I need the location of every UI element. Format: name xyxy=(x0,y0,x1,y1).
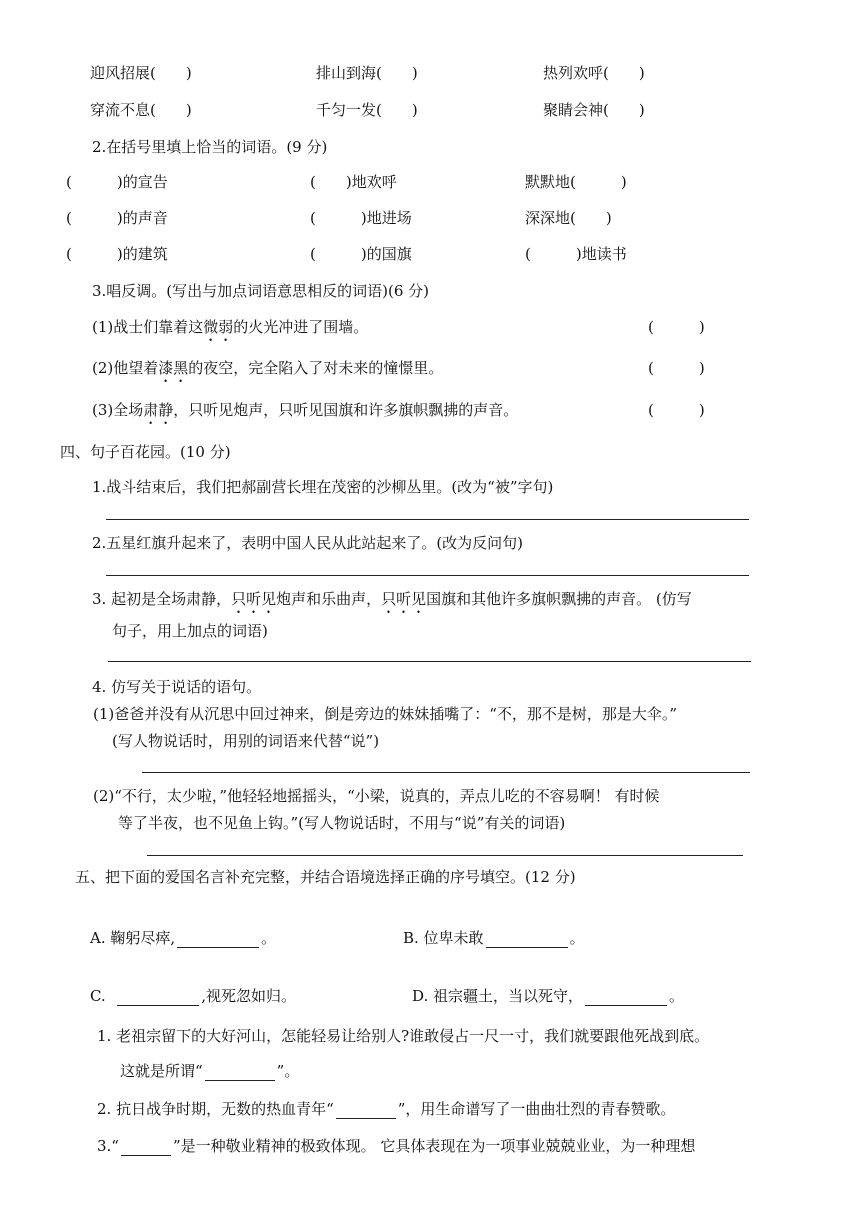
s5-question-1-cont xyxy=(120,1061,299,1081)
q3-text: ，只听见炮声，只听见国旗和许多旗帜飘拂的声音。 xyxy=(173,401,519,419)
quote-text: 。 xyxy=(569,929,585,947)
idiom-item: 热列欢呼( ) xyxy=(543,64,645,82)
quote-text: D. 祖宗疆土，当以死守， xyxy=(412,987,584,1005)
q2-item: ( )的声音 xyxy=(66,209,168,227)
s4-q4-2-cont: 等了半夜，也不见鱼上钩。”(写人物说话时，不用与“说”有关的词语) xyxy=(118,814,566,832)
answer-line[interactable] xyxy=(108,661,751,662)
q-text: ”，用生命谱写了一曲曲壮烈的青春赞歌。 xyxy=(397,1100,676,1118)
question-3-title: 3.唱反调。(写出与加点词语意思相反的词语)(6 分) xyxy=(92,282,430,300)
s4-question-1: 1.战斗结束后，我们把郝副营长埋在茂密的沙柳丛里。(改为“被”字句) xyxy=(92,478,554,496)
idiom-item: 聚睛会神( ) xyxy=(543,101,645,119)
q2-item: ( )的建筑 xyxy=(66,245,168,263)
q-text: ”是一种敬业精神的极致体现。 它具体表现在为一项事业兢兢业业，为一种理想 xyxy=(172,1137,696,1155)
q2-item: ( )地欢呼 xyxy=(310,173,397,191)
idiom-item: 穿流不息( ) xyxy=(90,101,192,119)
quote-c xyxy=(90,986,296,1006)
q-text: 3.“ xyxy=(97,1137,119,1155)
quote-text: ,视死忽如归。 xyxy=(201,987,297,1005)
quote-text: 。 xyxy=(261,929,277,947)
fill-blank[interactable] xyxy=(585,988,667,1006)
s5-question-3 xyxy=(97,1136,695,1156)
fill-blank[interactable] xyxy=(177,930,259,948)
q3-text: (1)战士们靠着这 xyxy=(92,318,204,336)
s4-question-3 xyxy=(92,589,692,617)
q-text: ”。 xyxy=(276,1062,300,1080)
idiom-item: 迎风招展( ) xyxy=(90,64,192,82)
q-text: 这就是所谓“ xyxy=(120,1062,203,1080)
idiom-item: 排山到海( ) xyxy=(316,64,418,82)
quote-text: A. 鞠躬尽瘁, xyxy=(90,929,176,947)
answer-line[interactable] xyxy=(106,519,749,520)
answer-blank[interactable]: ( ) xyxy=(648,318,705,336)
s4-question-2: 2.五星红旗升起来了，表明中国人民从此站起来了。(改为反问句) xyxy=(92,534,524,552)
q2-item: 深深地( ) xyxy=(525,209,612,227)
quote-text: C. xyxy=(90,987,106,1005)
s5-question-2 xyxy=(97,1099,675,1119)
fill-blank[interactable] xyxy=(121,1138,171,1156)
quote-d xyxy=(412,986,684,1006)
dotted-word: 只听见 xyxy=(381,590,427,608)
q3-text: 的夜空，完全陷入了对未来的憧憬里。 xyxy=(188,359,444,377)
s4-q4-1: (1)爸爸并没有从沉思中回过神来，倒是旁边的妹妹插嘴了：“不，那不是树，那是大伞。” xyxy=(93,705,678,723)
q3-item-2 xyxy=(92,358,443,386)
quote-a xyxy=(90,928,276,948)
q-text: 国旗和其他许多旗帜飘拂的声音。 (仿写 xyxy=(426,590,692,608)
dotted-word: 微弱 xyxy=(203,318,234,336)
dotted-word: 肃静 xyxy=(143,401,174,419)
section-5-title: 五、把下面的爱国名言补充完整，并结合语境选择正确的序号填空。(12 分) xyxy=(75,868,576,886)
q-text: 2. 抗日战争时期，无数的热血青年“ xyxy=(97,1100,334,1118)
answer-line[interactable] xyxy=(106,575,749,576)
answer-blank[interactable]: ( ) xyxy=(648,401,705,419)
s4-q4-2: (2)“不行，太少啦，”他轻轻地摇摇头，“小梁，说真的，弄点儿吃的不容易啊！ 有时候 xyxy=(93,787,660,805)
s4-question-3-cont: 句子，用上加点的词语) xyxy=(112,622,268,640)
s4-question-4: 4. 仿写关于说话的语句。 xyxy=(92,678,262,696)
q3-text: (2)他望着 xyxy=(92,359,159,377)
q2-item: ( )地读书 xyxy=(525,245,627,263)
dotted-word: 漆黑 xyxy=(158,359,189,377)
q-text: 炮声和乐曲声， xyxy=(276,590,382,608)
quote-text: B. 位卑未敢 xyxy=(403,929,484,947)
fill-blank[interactable] xyxy=(336,1101,396,1119)
q3-text: (3)全场 xyxy=(92,401,144,419)
q2-item: ( )地进场 xyxy=(310,209,412,227)
answer-blank[interactable]: ( ) xyxy=(648,359,705,377)
question-2-title: 2.在括号里填上恰当的词语。(9 分) xyxy=(92,138,328,156)
q-text: 3. 起初是全场肃静， xyxy=(92,590,232,608)
q3-item-3 xyxy=(92,400,518,428)
fill-blank[interactable] xyxy=(117,988,199,1006)
q2-item: ( )的国旗 xyxy=(310,245,412,263)
q2-item: 默默地( ) xyxy=(525,173,627,191)
s4-q4-1-hint: (写人物说话时，用别的词语来代替“说”) xyxy=(112,732,380,750)
fill-blank[interactable] xyxy=(205,1063,275,1081)
fill-blank[interactable] xyxy=(486,930,568,948)
answer-line[interactable] xyxy=(147,855,743,856)
quote-b xyxy=(403,928,585,948)
s5-question-1: 1. 老祖宗留下的大好河山，怎能轻易让给别人?谁敢侵占一尺一寸，我们就要跟他死战到底。 xyxy=(97,1027,710,1045)
dotted-word: 只听见 xyxy=(231,590,277,608)
quote-text: 。 xyxy=(669,987,685,1005)
idiom-item: 千匀一发( ) xyxy=(316,101,418,119)
q2-item: ( )的宣告 xyxy=(66,173,168,191)
q3-item-1 xyxy=(92,317,368,345)
answer-line[interactable] xyxy=(142,772,750,773)
section-4-title: 四、句子百花园。(10 分) xyxy=(60,443,231,461)
q3-text: 的火光冲进了围墙。 xyxy=(233,318,369,336)
